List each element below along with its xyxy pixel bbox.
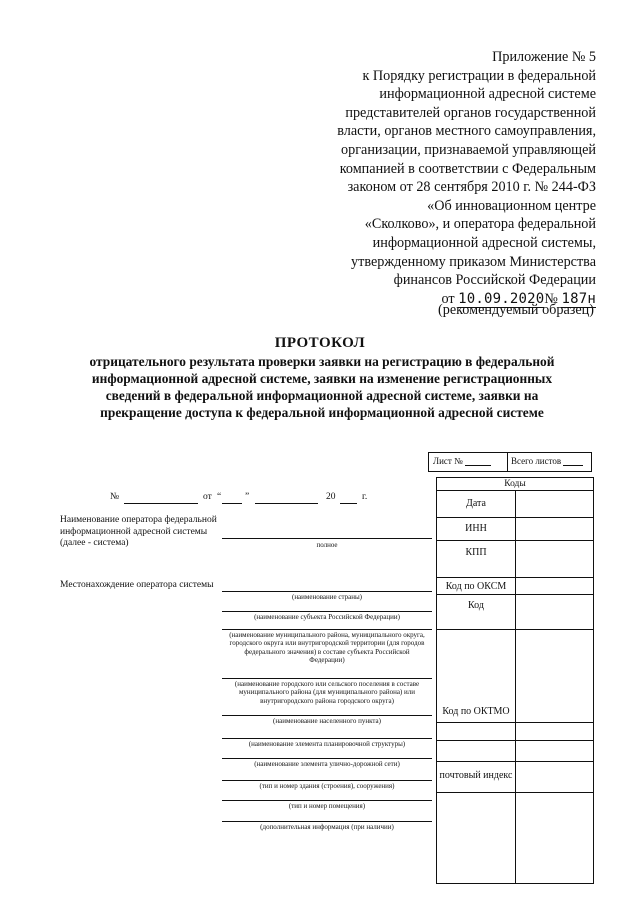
building-field[interactable] [222,780,432,781]
appendix-line: «Об инновационном центре [427,197,596,214]
subtitle-line: отрицательного результата проверки заявки на регистрацию в федеральной [89,354,555,369]
sheet-number-field[interactable] [465,465,491,466]
subtitle-line: информационной адресной системе, заявки на изменение регистрационных [91,371,553,386]
year-suffix: г. [362,492,368,502]
code-label-code: Код [468,600,484,611]
subtitle-line: сведений в федеральной информационной адресной системе, заявки на [105,388,539,403]
region-caption: (наименование субъекта Российской Федерации) [254,613,400,621]
appendix-header [296,48,596,308]
sheet-box [428,452,592,472]
order-number-label: № [544,290,558,307]
codes-row-line [437,594,593,595]
codes-row-line [437,792,593,793]
additional-info-field[interactable] [222,821,432,822]
document-subtitle [52,353,592,421]
appendix-line: утвержденному приказом Министерства [351,253,596,270]
codes-row-line [437,722,593,723]
codes-row-line [437,761,593,762]
sheet-total-cell [511,456,583,466]
year-prefix: 20 [326,492,336,502]
code-label-postal-index: почтовый индекс [439,770,513,781]
document-title: ПРОТОКОЛ [274,335,366,351]
building-caption: (тип и номер здания (строения), сооружения) [259,782,395,790]
municipal-district-caption: (наименование муниципального района, муниципального округа, городского округа или внутригородской территории (для городов федерального значения) в составе субъекта Российской Федерации) [229,631,425,664]
appendix-line: законом от 28 сентября 2010 г. № 244-ФЗ [347,179,596,196]
subtitle-line: прекращение доступа к федеральной информационной адресной системе [100,405,544,420]
codes-row-line [437,577,593,578]
appendix-line: власти, органов местного самоуправления, [337,123,596,140]
codes-row-line [437,740,593,741]
code-label-inn: ИНН [465,523,487,534]
settlement-field[interactable] [222,678,432,679]
appendix-line: представителей органов государственной [345,104,596,121]
codes-table [436,477,594,884]
appendix-line: «Сколково», и оператора федеральной [364,216,596,233]
appendix-line: финансов Российской Федерации [393,272,596,289]
protocol-number-field[interactable] [124,503,198,504]
codes-column-divider [515,491,516,883]
additional-info-caption: (дополнительная информация (при наличии) [260,823,394,831]
appendix-line: компанией в соответствии с Федеральным [339,160,596,177]
municipal-district-field[interactable] [222,629,432,630]
sheet-number-cell [433,456,491,466]
appendix-line: к Порядку регистрации в федеральной [362,67,596,84]
code-label-date: Дата [466,498,486,509]
premises-field[interactable] [222,800,432,801]
appendix-line: Приложение № 5 [492,49,596,65]
appendix-line: информационной адресной системе [379,86,596,103]
number-sign: № [110,492,120,502]
street-caption: (наименование элемента улично-дорожной сети) [254,760,400,768]
premises-caption: (тип и номер помещения) [288,802,366,810]
operator-name-caption: полное [316,541,338,549]
codes-header: Коды [437,478,593,491]
sheet-divider [507,453,508,471]
order-prefix: от [441,290,455,307]
country-caption: (наименование страны) [291,593,363,601]
appendix-line: информационной адресной системы, [372,234,596,251]
locality-field[interactable] [222,715,432,716]
code-label-oktmo: Код по ОКТМО [442,706,510,717]
sheet-total-label: Всего листов [511,456,562,466]
planning-structure-field[interactable] [222,738,432,739]
operator-name-label: Наименование оператора федеральной информационной адресной системы (далее - система) [60,515,217,548]
operator-name-field[interactable] [222,538,432,539]
locality-caption: (наименование населенного пункта) [273,717,381,725]
region-field[interactable] [222,611,432,612]
month-field[interactable] [255,503,318,504]
settlement-caption: (наименование городского или сельского поселения в составе муниципального района (для муниципального района) или внутригородского района городского округа) [234,680,420,705]
code-label-oksm: Код по ОКСМ [445,581,507,592]
street-field[interactable] [222,758,432,759]
planning-structure-caption: (наименование элемента планировочной структуры) [248,740,406,748]
codes-row-line [437,629,593,630]
close-quote: ” [245,492,250,502]
country-field[interactable] [222,591,432,592]
day-field[interactable] [222,503,242,504]
open-quote: “ [217,492,222,502]
sheet-number-label: Лист № [433,456,463,466]
order-date: 10.09.2020 [458,290,545,307]
codes-row-line [437,517,593,518]
year-field[interactable] [340,503,357,504]
code-label-kpp: КПП [465,547,487,558]
order-number: 187н [561,290,596,307]
date-from-label: от [203,492,212,502]
sheet-total-field[interactable] [563,465,583,466]
location-label: Местонахождение оператора системы [60,580,214,590]
sample-note: (рекомендуемый образец) [438,302,594,318]
appendix-line: организации, признаваемой управляющей [341,141,596,158]
codes-row-line [437,540,593,541]
